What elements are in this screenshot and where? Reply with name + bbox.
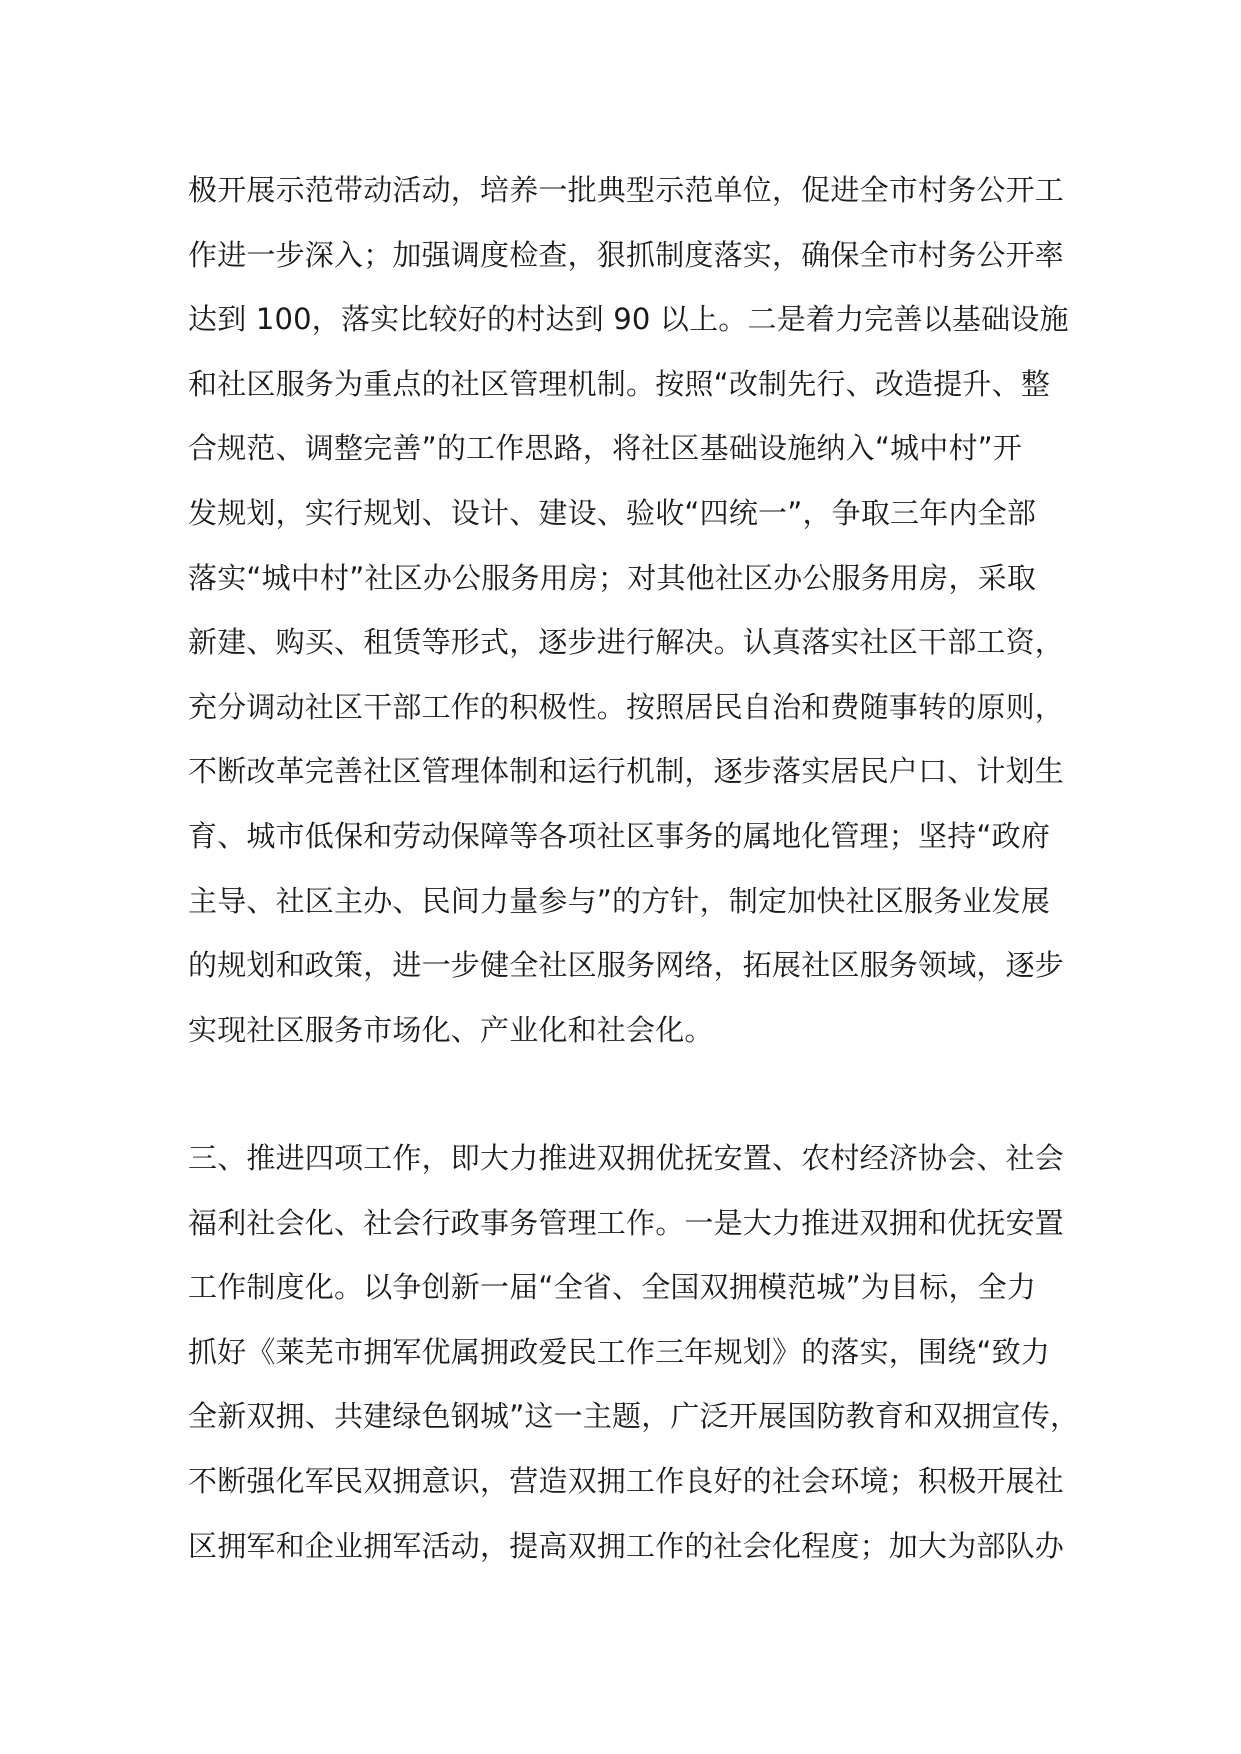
text-line: 落实“城中村”社区办公服务用房；对其他社区办公服务用房，采取	[188, 560, 1037, 595]
text-line: 和社区服务为重点的社区管理机制。按照“改制先行、改造提升、整	[188, 366, 1051, 401]
text-line: 作进一步深入；加强调度检查，狠抓制度落实，确保全市村务公开率	[188, 237, 1065, 272]
text-line: 不断改革完善社区管理体制和运行机制，逐步落实居民户口、计划生	[188, 754, 1065, 789]
text-line: 达到 100，落实比较好的村达到 90 以上。二是着力完善以基础设施	[188, 302, 1069, 337]
text-line: 不断强化军民双拥意识，营造双拥工作良好的社会环境；积极开展社	[188, 1463, 1065, 1498]
text-line: 实现社区服务市场化、产业化和社会化。	[188, 1012, 714, 1047]
text-line: 福利社会化、社会行政事务管理工作。一是大力推进双拥和优抚安置	[188, 1205, 1065, 1240]
paragraph-four-tasks	[188, 1126, 1088, 1578]
paragraph-community-management	[188, 158, 1088, 1062]
text-line: 抓好《莱芜市拥军优属拥政爱民工作三年规划》的落实，围绕“致力	[188, 1334, 1051, 1369]
text-line: 的规划和政策，进一步健全社区服务网络，拓展社区服务领域，逐步	[188, 948, 1065, 983]
text-line: 三、推进四项工作，即大力推进双拥优抚安置、农村经济协会、社会	[188, 1141, 1065, 1175]
text-line: 合规范、调整完善”的工作思路，将社区基础设施纳入“城中村”开	[188, 431, 1023, 466]
text-line: 新建、购买、租赁等形式，逐步进行解决。认真落实社区干部工资，	[188, 625, 1065, 660]
text-line: 主导、社区主办、民间力量参与”的方针，制定加快社区服务业发展	[188, 883, 1051, 918]
text-line: 充分调动社区干部工作的积极性。按照居民自治和费随事转的原则，	[188, 689, 1065, 724]
text-line: 极开展示范带动活动，培养一批典型示范单位，促进全市村务公开工	[188, 173, 1065, 207]
text-line: 全新双拥、共建绿色钢城”这一主题，广泛开展国防教育和双拥宣传，	[188, 1399, 1080, 1434]
text-line: 育、城市低保和劳动保障等各项社区事务的属地化管理；坚持“政府	[188, 818, 1051, 853]
text-line: 工作制度化。以争创新一届“全省、全国双拥模范城”为目标，全力	[188, 1270, 1037, 1305]
text-line: 发规划，实行规划、设计、建设、验收“四统一”，争取三年内全部	[188, 495, 1037, 530]
text-line: 区拥军和企业拥军活动，提高双拥工作的社会化程度；加大为部队办	[188, 1528, 1065, 1563]
